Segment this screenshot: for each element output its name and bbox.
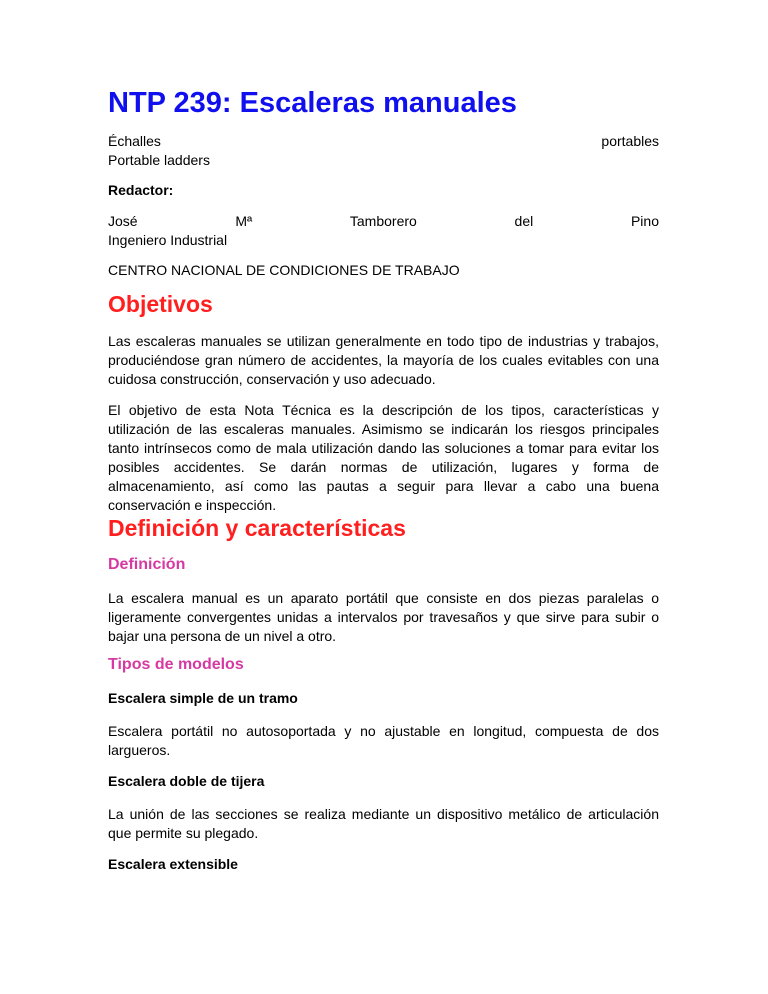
subsection-heading-definicion: Definición (108, 556, 186, 573)
alt-title-french-right: portables (601, 133, 659, 149)
type-heading-simple: Escalera simple de un tramo (108, 690, 298, 706)
alt-titles (108, 132, 659, 170)
author-word: Mª (235, 213, 253, 229)
subsection-heading-tipos: Tipos de modelos (108, 656, 244, 673)
section-heading-objetivos: Objetivos (108, 291, 213, 317)
author-role: Ingeniero Industrial (108, 232, 228, 248)
type-paragraph-simple: Escalera portátil no autosoportada y no ajustable en longitud, compuesta de dos largueros. (108, 723, 659, 758)
author-word: José (108, 213, 138, 229)
objetivos-paragraph-1: Las escaleras manuales se utilizan generalmente en todo tipo de industrias y trabajos, produciéndose gran número de accidentes, la mayoría de los cuales evitables con una cuidosa construcción, conservación y uso adecuado. (108, 333, 659, 387)
author-name (108, 212, 659, 231)
section-heading-definicion-caracteristicas: Definición y características (108, 515, 406, 541)
redactor-label: Redactor: (108, 182, 174, 198)
objetivos-paragraph-2: El objetivo de esta Nota Técnica es la descripción de los tipos, características y utilización de las escaleras manuales. Asimismo se indicarán los riesgos principales tanto intrínsecos como de mala utilización dando las soluciones a tomar para evitar los posibles accidentes. Se darán normas de utilización, lugares y forma de almacenamiento, así como las pautas a seguir para llevar a cabo una buena conservación e inspección. (108, 402, 659, 513)
author-word: del (514, 213, 534, 229)
author-block (108, 212, 659, 250)
author-word: Tamborero (349, 213, 417, 229)
type-paragraph-tijera: La unión de las secciones se realiza mediante un dispositivo metálico de articulación que permite su plegado. (108, 806, 659, 841)
alt-title-french-left: Échalles (108, 133, 161, 149)
type-heading-tijera: Escalera doble de tijera (108, 773, 265, 789)
type-heading-extensible: Escalera extensible (108, 856, 238, 872)
author-word: Pino (630, 213, 659, 229)
alt-title-english: Portable ladders (108, 152, 210, 168)
definicion-paragraph: La escalera manual es un aparato portátil que consiste en dos piezas paralelas o ligeramente convergentes unidas a intervalos por travesaños y que sirve para subir o bajar una persona de un nivel a otro. (108, 590, 659, 644)
institution: CENTRO NACIONAL DE CONDICIONES DE TRABAJO (108, 262, 460, 278)
page-title: NTP 239: Escaleras manuales (108, 87, 517, 119)
